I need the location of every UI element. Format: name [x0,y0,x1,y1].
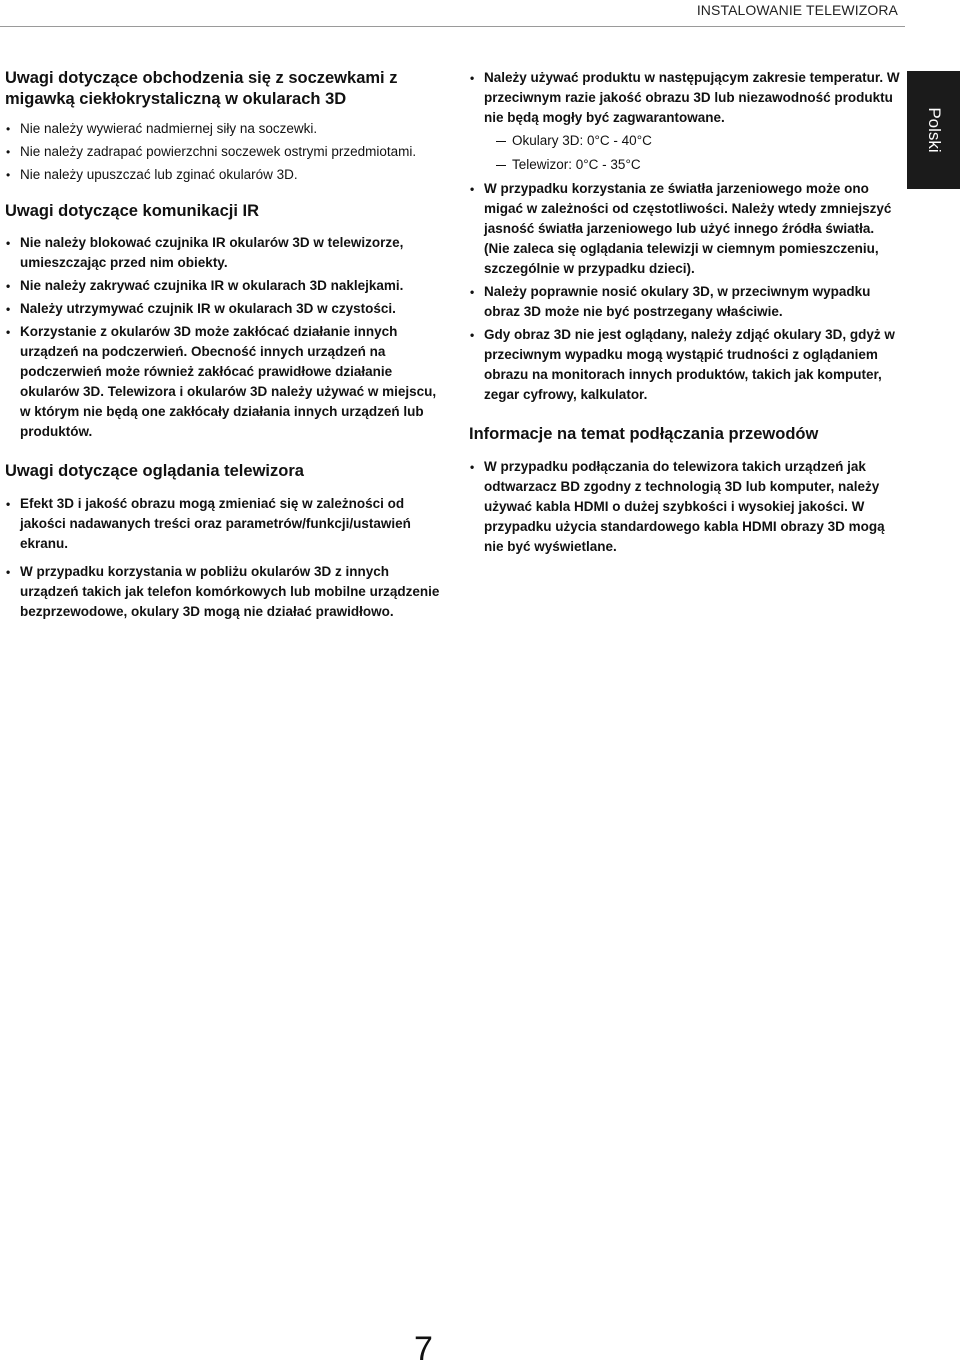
ir-communication-list [5,233,445,442]
left-column [5,68,445,625]
temperature-range-tv: Telewizor: 0°C - 35°C [484,155,901,175]
list-item: • W przypadku podłączania do telewizora takich urządzeń jak odtwarzacz BD zgodny z technologią 3D lub komputer, należy używać kabla HDMI o dużej szybkości i wysokiej jakości. W przypadku użycia standardowego kabla HDMI obrazy 3D mogą nie być wyświetlane. [469,457,901,557]
list-item: • Nie należy wywierać nadmiernej siły na soczewki. [5,119,445,139]
section-heading-lens-care: Uwagi dotyczące obchodzenia się z soczewkami z migawką ciekłokrystaliczną w okularach 3D [5,69,398,108]
list-item: • Należy poprawnie nosić okulary 3D, w przeciwnym wypadku obraz 3D może nie być postrzegany właściwie. [469,282,901,322]
list-item: • Gdy obraz 3D nie jest oglądany, należy zdjąć okulary 3D, gdyż w przeciwnym wypadku mogą wystąpić trudności z oglądaniem obrazu na monitorach innych produktów, takich jak komputer, zegar cyfrowy, kalkulator. [469,325,901,405]
usage-list [469,68,901,405]
list-item: • Nie należy blokować czujnika IR okularów 3D w telewizorze, umieszczając przed nim obiekty. [5,233,445,273]
section-heading-cable-connection: Informacje na temat podłączania przewodów [469,425,819,443]
cable-connection-list [469,457,901,557]
list-item-temperature [469,68,901,175]
lens-care-list [5,119,445,185]
section-heading-tv-viewing: Uwagi dotyczące oglądania telewizora [5,462,304,480]
section-heading-ir-communication: Uwagi dotyczące komunikacji IR [5,202,259,220]
list-item: • Nie należy upuszczać lub zginać okularów 3D. [5,165,445,185]
list-item: • Nie należy zadrapać powierzchni soczewek ostrymi przedmiotami. [5,142,445,162]
temperature-text: Należy używać produktu w następującym zakresie temperatur. W przeciwnym razie jakość obrazu 3D lub niezawodność produktu nie będą mogły być zagwarantowane. [484,70,900,125]
language-tab-label: Polski [924,107,944,153]
temperature-range-glasses: Okulary 3D: 0°C - 40°C [484,131,901,151]
header-rule [0,26,905,27]
page-number: 7 [414,1330,433,1368]
list-item: • Korzystanie z okularów 3D może zakłócać działanie innych urządzeń na podczerwień. Obecność innych urządzeń na podczerwień może również zakłócać prawidłowe działanie okularów 3D. Telewizora i okularów 3D należy używać w miejscu, w którym nie będą one zakłócały działania innych urządzeń lub produktów. [5,322,445,442]
list-item: • Należy utrzymywać czujnik IR w okularach 3D w czystości. [5,299,445,319]
running-header: INSTALOWANIE TELEWIZORA [696,2,898,18]
tv-viewing-list [5,494,445,622]
temperature-range-list [484,131,901,175]
list-item: • W przypadku korzystania w pobliżu okularów 3D z innych urządzeń takich jak telefon komórkowych lub mobilne urządzenie bezprzewodowe, okulary 3D mogą nie działać prawidłowo. [5,562,445,622]
list-item: • Nie należy zakrywać czujnika IR w okularach 3D naklejkami. [5,276,445,296]
list-item: • W przypadku korzystania ze światła jarzeniowego może ono migać w zależności od częstotliwości. Należy wtedy zmniejszyć jasność światła jarzeniowego lub użyć innego źródła światła. (Nie zaleca się oglądania telewizji w ciemnym pomieszczeniu, szczególnie w przypadku dzieci). [469,179,901,279]
right-column [469,68,901,560]
list-item: • Efekt 3D i jakość obrazu mogą zmieniać się w zależności od jakości nadawanych treści oraz parametrów/funkcji/ustawień ekranu. [5,494,445,554]
language-tab [907,71,960,189]
